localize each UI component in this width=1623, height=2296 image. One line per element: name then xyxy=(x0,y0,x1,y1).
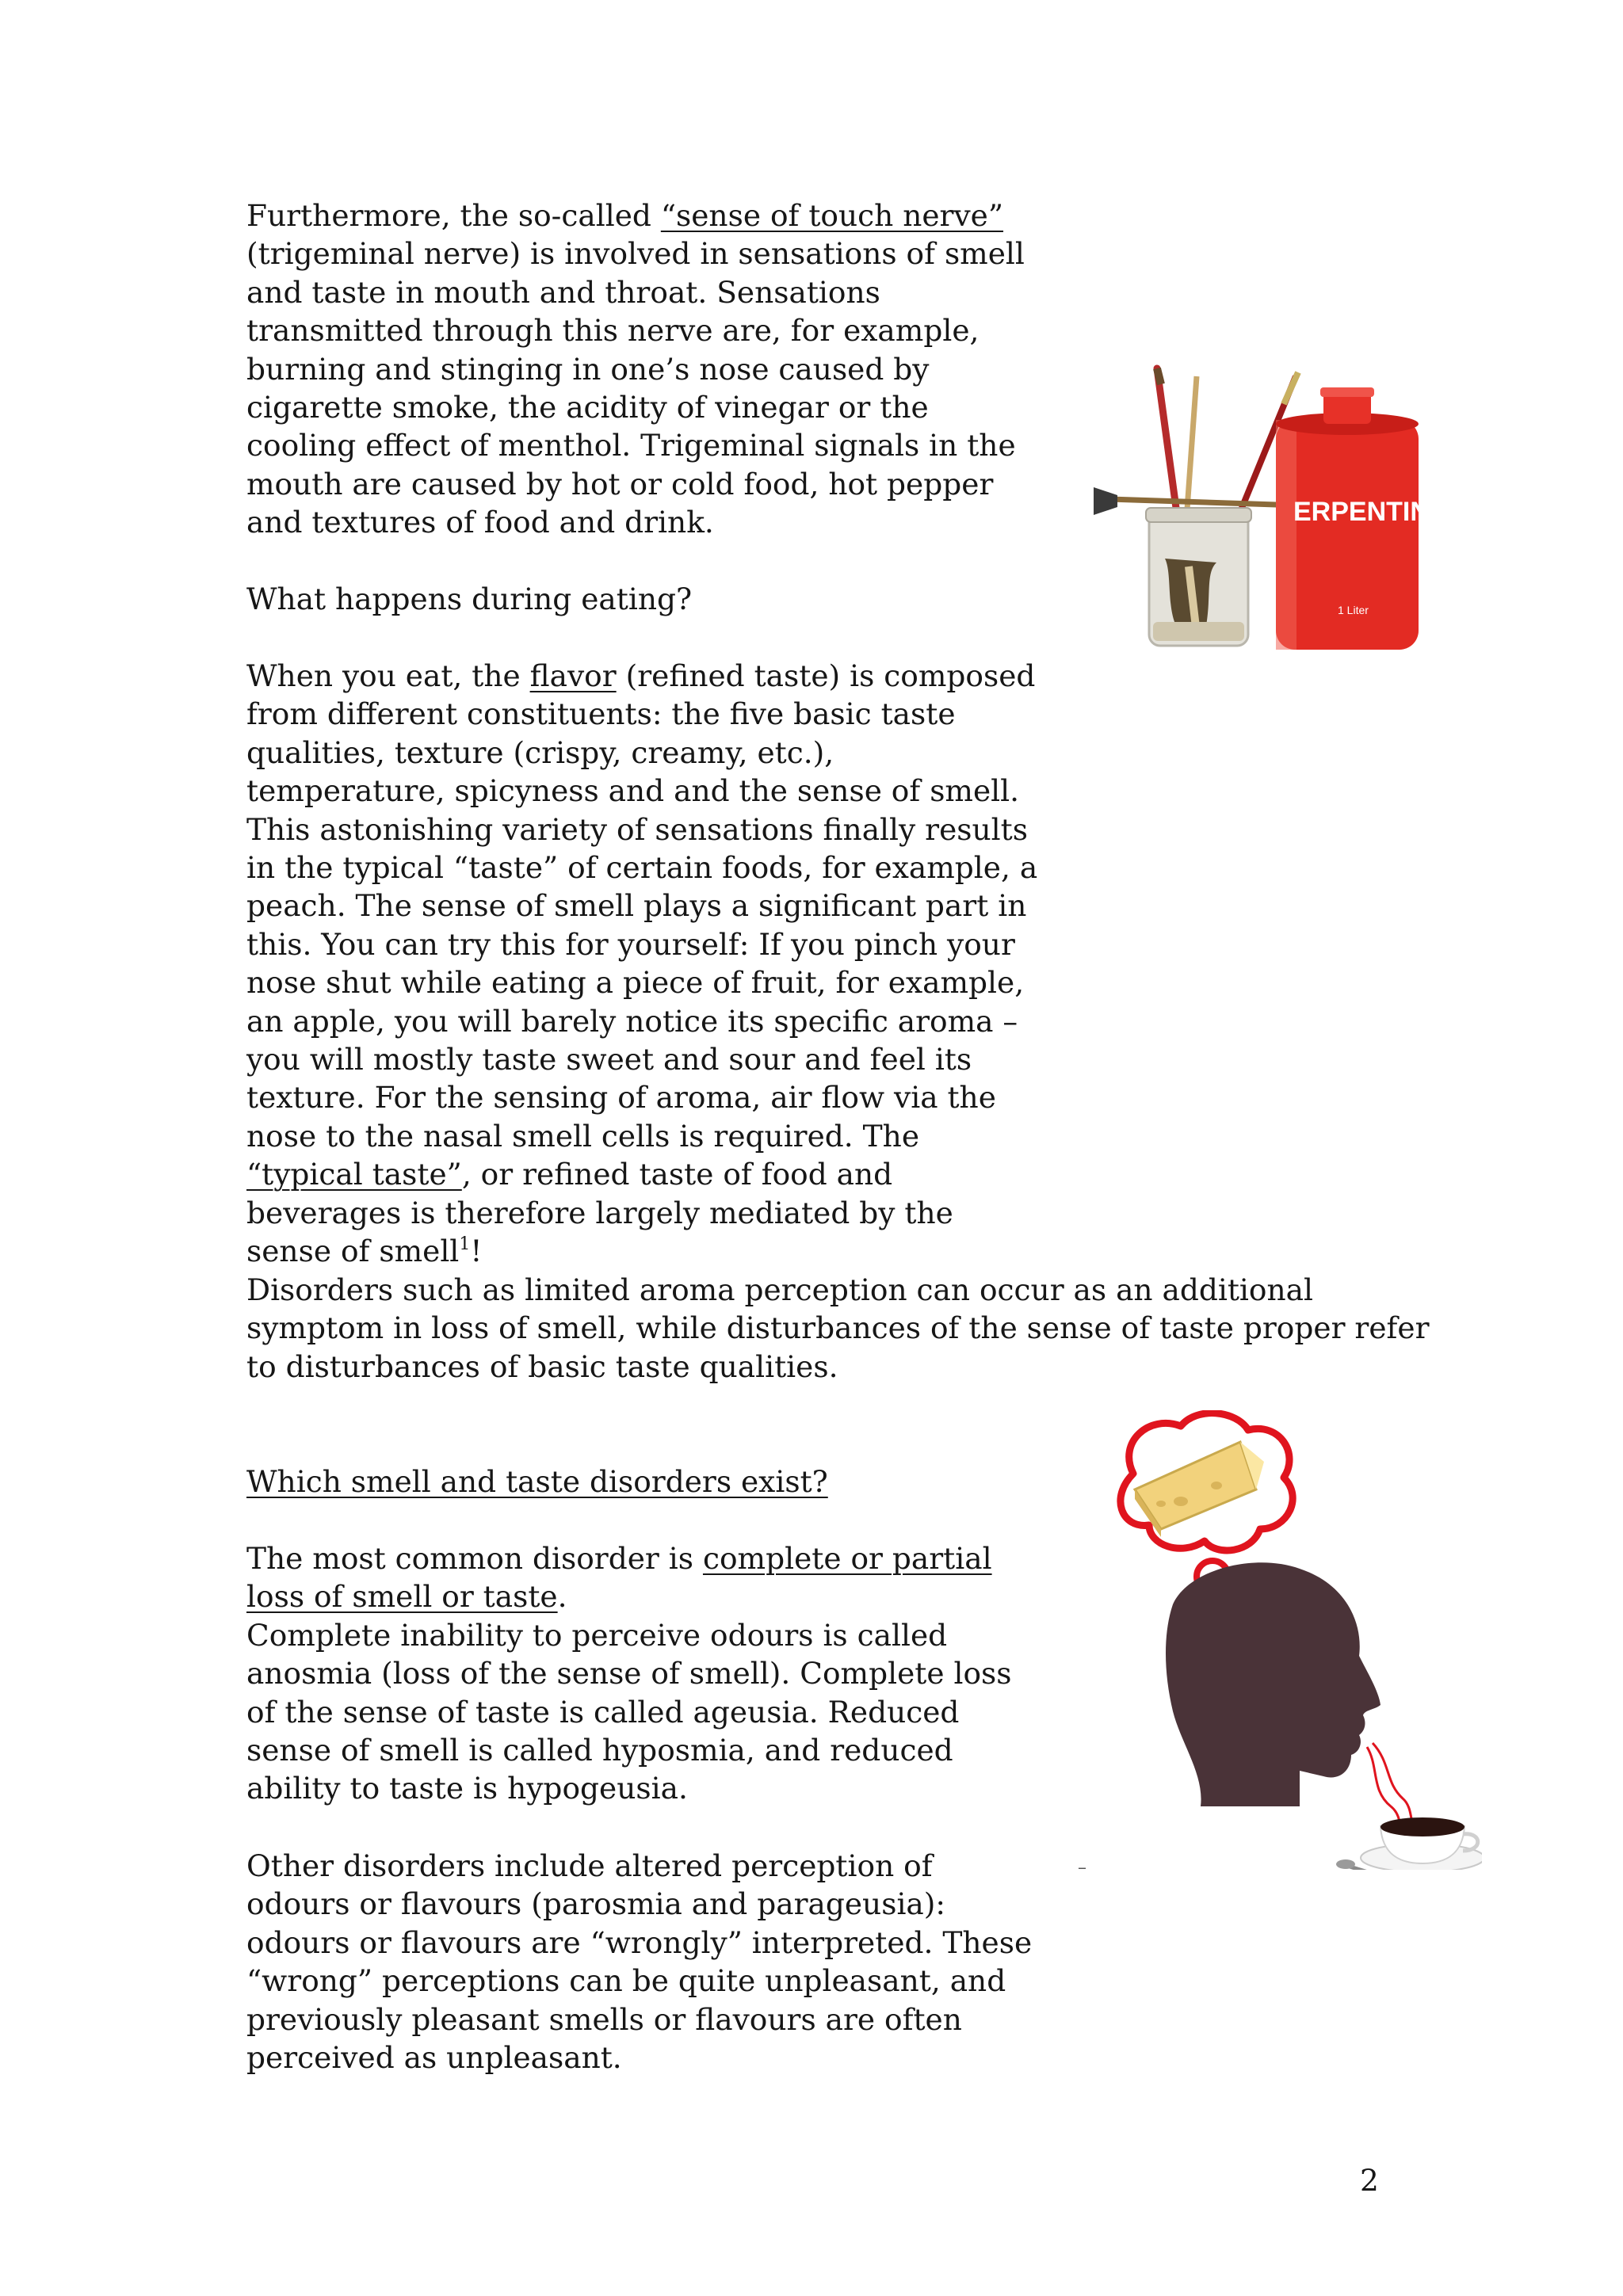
text-run: ! xyxy=(470,1234,483,1269)
heading-which-disorders: Which smell and taste disorders exist? xyxy=(246,1464,828,1499)
link-loss-of-smell-taste[interactable]: complete or partial loss of smell or taste xyxy=(246,1541,992,1615)
footnote-marker[interactable]: 1 xyxy=(459,1234,471,1255)
heading-what-happens-eating: What happens during eating? xyxy=(246,582,693,616)
paragraph-common-disorder xyxy=(246,1539,1039,1808)
link-sense-of-touch-nerve[interactable]: “sense of touch nerve” xyxy=(660,198,1004,233)
text-run: (refined taste) is composed from different constituents: the five basic taste qualities, texture (crispy, creamy, etc.), temperature, spicyness and and the sense of smell. This astonishing variety of sensations finally results in the typical “taste” of certain foods, for example, a peach. The sense of smell plays a significant part in this. You can try this for yourself: If you pinch your nose shut while eating a piece of fruit, for example, an apple, you will barely notice its specific aroma – you will mostly taste sweet and sour and feel its texture. For the sensing of aroma, air flow via the nose to the nasal smell cells is required. The xyxy=(246,658,1038,1154)
turpentine-brushes-image xyxy=(1086,360,1426,662)
head-cheese-coffee-image xyxy=(1086,1410,1482,1870)
can-sublabel: 1 Liter xyxy=(1338,604,1369,616)
link-typical-taste[interactable]: “typical taste” xyxy=(246,1157,462,1192)
page-number: 2 xyxy=(1360,2163,1379,2198)
paragraph-disorders: Disorders such as limited aroma perception can occur as an additional symptom in loss of smell, while disturbances of the sense of taste proper refer to disturbances of basic taste qualities. xyxy=(246,1272,1430,1384)
paragraph-flavor xyxy=(246,657,1039,1271)
text-run: Complete inability to perceive odours is called anosmia (loss of the sense of smell). Complete loss of the sense of taste is called ageusia. Reduced sense of smell is called hyposmia, and reduced ability to taste is hypogeusia. xyxy=(246,1617,1012,1806)
text-run: The most common disorder is xyxy=(246,1541,703,1576)
paragraph-other-disorders: Other disorders include altered perception of odours or flavours (parosmia and parageusia): odours or flavours are “wrongly” interpreted. These “wrong” perceptions can be quite unpleasant, and previously pleasant smells or flavours are often perceived as unpleasant. xyxy=(246,1848,1033,2076)
text-run: , or refined taste of food and beverages is therefore largely mediated by the sense of smell xyxy=(246,1157,953,1269)
text-run: Furthermore, the so-called xyxy=(246,198,661,233)
can-label: ERPENTIN xyxy=(1293,497,1426,527)
stray-dash: – xyxy=(1078,1858,1086,1878)
paragraph-trigeminal xyxy=(246,196,1039,542)
link-flavor[interactable]: flavor xyxy=(529,658,617,693)
text-run: When you eat, the xyxy=(246,658,530,693)
text-run: . xyxy=(557,1579,567,1615)
text-run: (trigeminal nerve) is involved in sensations of smell and taste in mouth and throat. Sensations transmitted through this nerve are, for example, burning and stinging in one’s nose caused by cigarette smoke, the acidity of vinegar or the cooling effect of menthol. Trigeminal signals in the mouth are caused by hot or cold food, hot pepper and textures of food and drink. xyxy=(246,236,1025,540)
